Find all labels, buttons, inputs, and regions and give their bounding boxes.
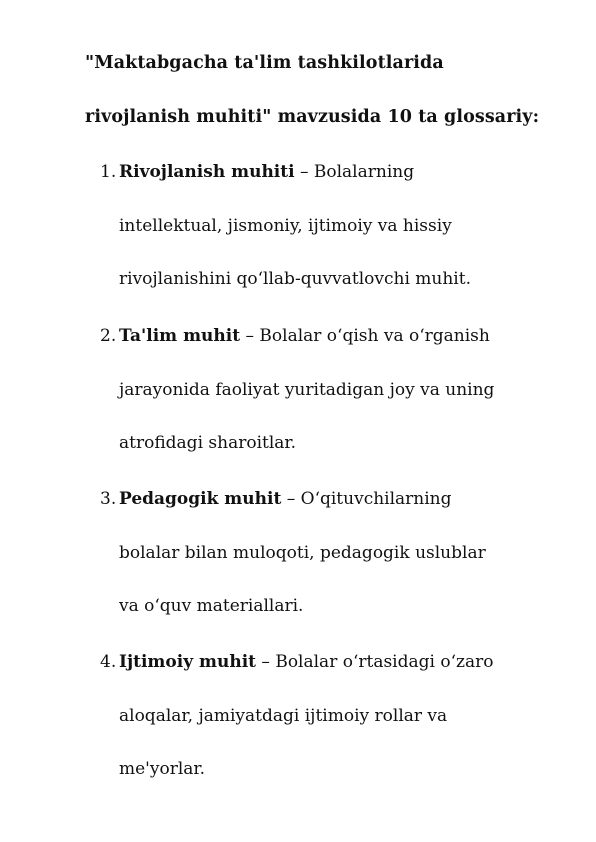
item-number: 2. <box>100 326 117 346</box>
glossary-term: Ijtimoiy muhit <box>119 652 257 672</box>
definition-start: – Bolalarning <box>294 162 415 182</box>
glossary-term: Rivojlanish muhiti <box>119 162 295 182</box>
definition-start: – Bolalar o‘qish va o‘rganish <box>240 326 490 346</box>
item-line-1 <box>119 473 452 527</box>
item-line-3: me'yorlar. <box>119 759 206 779</box>
item-number: 3. <box>100 489 117 509</box>
title-line-2: rivojlanish muhiti" mavzusida 10 ta glossariy: <box>85 107 540 127</box>
item-line-2: intellektual, jismoniy, ijtimoiy va hissiy <box>119 215 452 236</box>
item-number: 4. <box>100 652 117 672</box>
document-title <box>85 36 585 144</box>
item-line-2: jarayonida faoliyat yuritadigan joy va uning <box>119 379 495 400</box>
item-line-1 <box>119 146 414 200</box>
item-line-1 <box>119 636 493 690</box>
glossary-term: Pedagogik muhit <box>119 489 282 509</box>
item-line-2: bolalar bilan muloqoti, pedagogik uslublar <box>119 542 486 563</box>
item-line-1 <box>119 310 490 364</box>
item-number: 1. <box>100 162 117 182</box>
definition-start: – Bolalar o‘rtasidagi o‘zaro <box>256 652 494 672</box>
item-line-3: atrofidagi sharoitlar. <box>119 433 297 453</box>
item-line-2: aloqalar, jamiyatdagi ijtimoiy rollar va <box>119 705 448 726</box>
glossary-term: Ta'lim muhit <box>119 326 241 346</box>
item-line-3: va o‘quv materiallari. <box>119 596 304 616</box>
definition-start: – O‘qituvchilarning <box>281 489 452 509</box>
item-line-3: rivojlanishini qo‘llab-quvvatlovchi muhit. <box>119 269 471 289</box>
title-line-1: "Maktabgacha ta'lim tashkilotlarida <box>85 53 444 73</box>
